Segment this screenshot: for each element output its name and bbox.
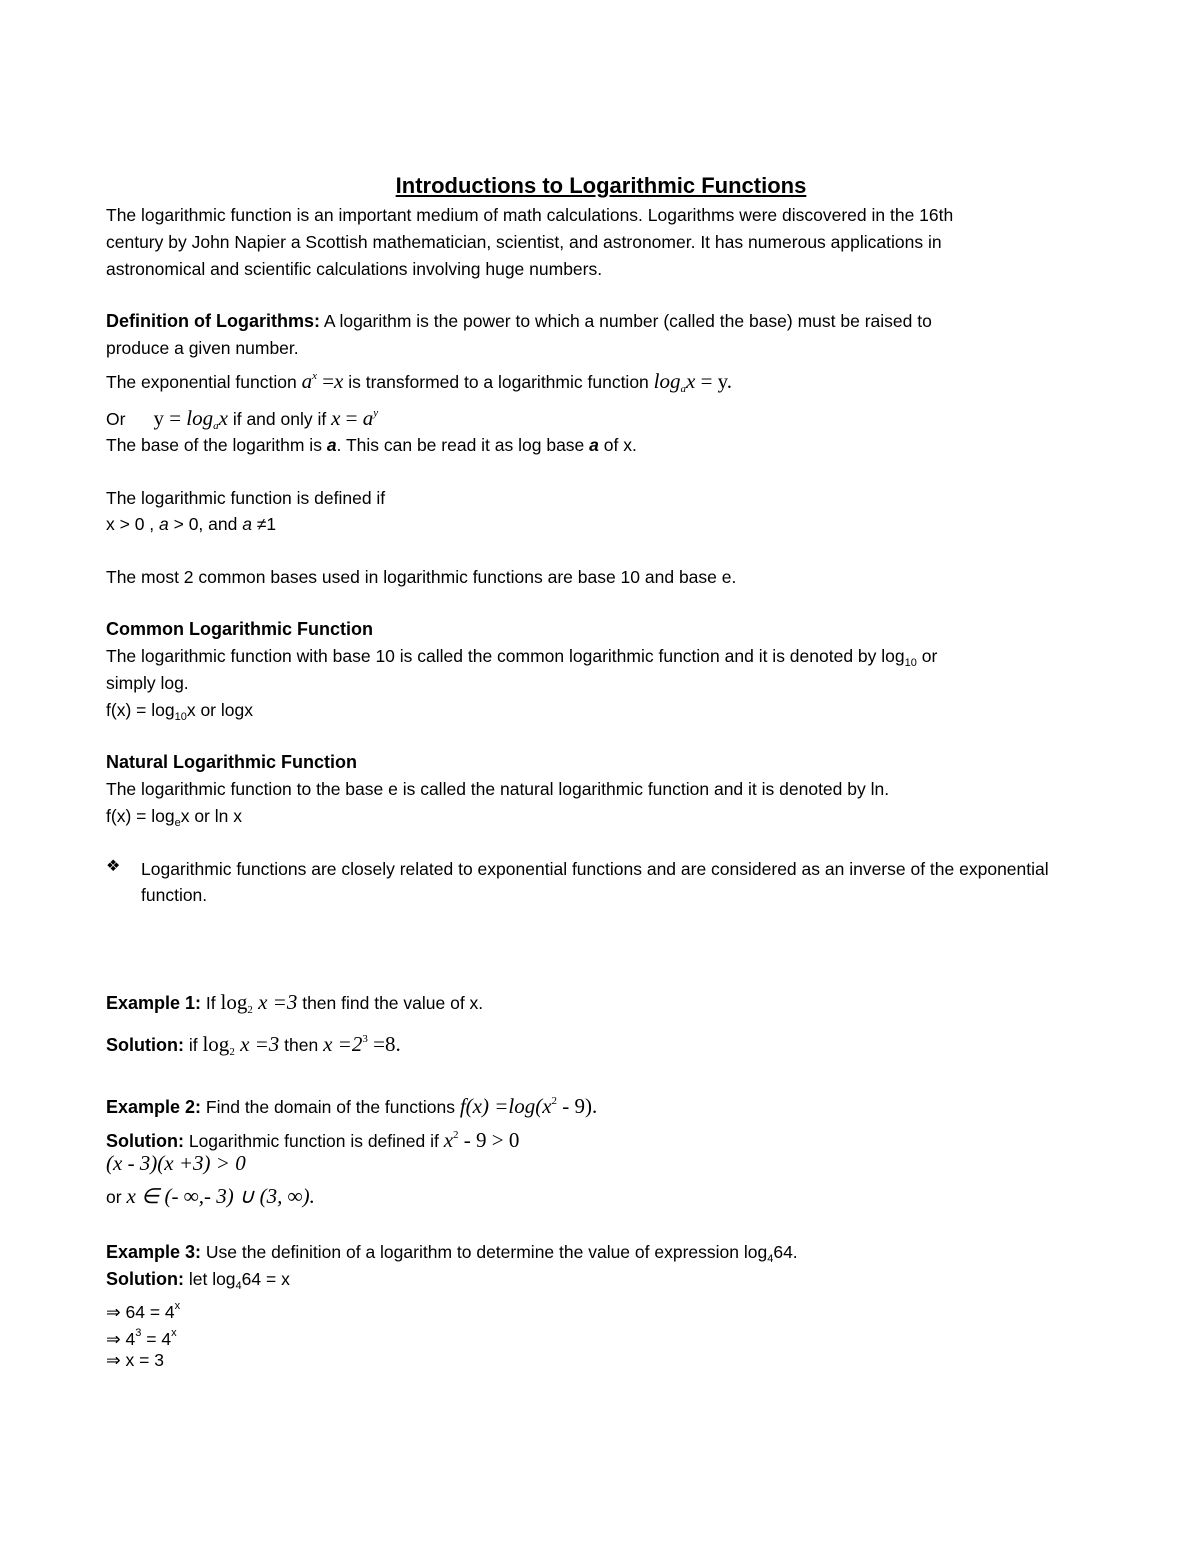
common-line-1	[106, 645, 937, 674]
example-2-power: 2	[551, 1095, 558, 1107]
solution-1-then: then	[279, 1035, 324, 1055]
intro-line-2: century by John Napier a Scottish mathematician, scientist, and astronomer. It has numerous applications in	[106, 232, 942, 252]
example-1-text-2: then find the value of x.	[297, 993, 484, 1013]
or-mid: if and only if	[227, 409, 332, 429]
natural-log-heading: Natural Logarithmic Function	[106, 752, 358, 772]
common-text: The logarithmic function with base 10 is called the common logarithmic function and it is denoted by log	[106, 646, 905, 666]
exp-power: x	[312, 370, 317, 382]
solution-1-log: log	[202, 1032, 230, 1056]
natural-line-1: The logarithmic function to the base e is called the natural logarithmic function and it is denoted by ln.	[106, 779, 890, 799]
example-3-sub: 4	[767, 1253, 774, 1265]
page-title: Introductions to Logarithmic Functions	[395, 173, 807, 198]
domain-line-1: The logarithmic function is defined if	[106, 488, 386, 508]
or-label: Or	[106, 409, 126, 429]
solution-3-end: 64 = x	[241, 1269, 290, 1289]
definition-text: A logarithm is the power to which a number (called the base) must be raised to	[319, 311, 932, 331]
base-a-2: a	[589, 435, 599, 455]
common-formula-1: f(x) = log	[106, 700, 175, 720]
solution-1-log-base: 2	[229, 1046, 235, 1058]
step-1-text: ⇒ 64 = 4	[106, 1302, 175, 1322]
example-1-line	[106, 991, 483, 1021]
definition-line-1	[106, 310, 932, 332]
example-3-line	[106, 1241, 798, 1270]
or-x2: x	[331, 406, 341, 430]
cond-a-1: a	[159, 514, 169, 534]
exp-equals: =	[316, 369, 335, 393]
exp-prefix: The exponential function	[106, 372, 302, 392]
solution-1-label: Solution:	[106, 1035, 184, 1055]
common-or: or	[916, 646, 938, 666]
solution-1-line	[106, 1028, 401, 1063]
domain-conditions	[106, 513, 276, 535]
step-2-mid: = 4	[141, 1329, 172, 1349]
example-3-label: Example 3:	[106, 1242, 202, 1262]
example-1-label: Example 1:	[106, 993, 202, 1013]
solution-3-sub: 4	[235, 1280, 242, 1292]
example-2-function: f(x) =log(x	[459, 1094, 552, 1118]
or-line	[106, 402, 378, 437]
log-word: log	[653, 369, 681, 393]
intro-line-1: The logarithmic function is an important medium of math calculations. Logarithms were discovered in the 16th	[106, 205, 954, 225]
cond-2: > 0, and	[168, 514, 243, 534]
exp-base: a	[301, 369, 313, 393]
step-2-power-2: x	[171, 1327, 177, 1339]
solution-2-interval-line	[106, 1185, 315, 1208]
step-2-text: ⇒ 4	[106, 1329, 136, 1349]
common-formula-sub: 10	[174, 711, 187, 723]
natural-formula-sub: e	[174, 817, 181, 829]
log-base: a	[680, 383, 686, 395]
common-bases-line: The most 2 common bases used in logarithmic functions are base 10 and base e.	[106, 567, 737, 587]
common-formula	[106, 699, 253, 728]
example-3-end: 64.	[773, 1242, 798, 1262]
base-text-2: . This can be read it as log base	[336, 435, 590, 455]
example-1-eq: x =3	[252, 990, 298, 1014]
solution-3-label: Solution:	[106, 1269, 184, 1289]
solution-2-x: x	[443, 1128, 454, 1152]
cond-1: x > 0 ,	[106, 514, 160, 534]
solution-1-power: 3	[362, 1033, 368, 1045]
solution-3-line	[106, 1268, 290, 1297]
cond-3: ≠1	[251, 514, 277, 534]
natural-formula-1: f(x) = log	[106, 806, 175, 826]
or-x: x	[218, 406, 228, 430]
solution-2-interval: x ∈ (- ∞,- 3) ∪ (3, ∞).	[126, 1184, 315, 1208]
solution-1-result: x =2	[323, 1032, 363, 1056]
exp-x: x	[334, 369, 344, 393]
log-equals: =	[695, 369, 718, 393]
solution-1-value: =8.	[367, 1032, 401, 1056]
log-x: x	[686, 369, 696, 393]
solution-2-text: Logarithmic function is defined if	[183, 1131, 444, 1151]
bullet-text: Logarithmic functions are closely related to exponential functions and are considered as an inverse of the exponential function.	[141, 859, 1049, 905]
exp-mid: is transformed to a logarithmic function	[343, 372, 654, 392]
exponential-line	[106, 365, 732, 400]
solution-2-power: 2	[453, 1129, 459, 1141]
or-a: a	[362, 406, 374, 430]
solution-2-inequality: - 9 > 0	[458, 1128, 520, 1152]
or-y: y	[153, 406, 164, 430]
base-a: a	[326, 435, 337, 455]
diamond-bullet-icon: ❖	[106, 858, 121, 875]
example-2-text: Find the domain of the functions	[201, 1097, 460, 1117]
definition-heading: Definition of Logarithms:	[106, 311, 320, 331]
example-2-function-end: - 9).	[557, 1094, 598, 1118]
step-2	[106, 1322, 177, 1350]
step-2-power-1: 3	[135, 1327, 142, 1339]
step-3: ⇒ x = 3	[106, 1350, 164, 1370]
cond-a-2: a	[242, 514, 252, 534]
definition-line-2: produce a given number.	[106, 338, 299, 358]
or-equals-1: =	[163, 406, 187, 430]
solution-2-factored: (x - 3)(x +3) > 0	[106, 1151, 246, 1175]
example-2-line	[106, 1090, 597, 1118]
solution-2-line	[106, 1124, 519, 1152]
solution-2-or: or	[106, 1187, 127, 1207]
example-1-text-1: If	[201, 993, 221, 1013]
example-1-log-base: 2	[247, 1004, 253, 1016]
example-2-label: Example 2:	[106, 1097, 202, 1117]
base-line	[106, 434, 637, 456]
solution-2-label: Solution:	[106, 1131, 184, 1151]
natural-formula-2: x or ln x	[180, 806, 242, 826]
bullet-item	[106, 856, 1096, 916]
or-log: log	[186, 406, 214, 430]
natural-formula	[106, 805, 242, 834]
or-log-base: a	[213, 420, 219, 432]
base-text-1: The base of the logarithm is	[106, 435, 327, 455]
solution-1-eq: x =3	[234, 1032, 280, 1056]
or-equals-2: =	[340, 406, 363, 430]
common-log-heading: Common Logarithmic Function	[106, 619, 373, 639]
common-sub: 10	[904, 657, 917, 669]
or-power: y	[373, 407, 379, 419]
common-line-2: simply log.	[106, 673, 189, 693]
example-1-log: log	[220, 990, 248, 1014]
solution-3-text: let log	[183, 1269, 236, 1289]
intro-line-3: astronomical and scientific calculations involving huge numbers.	[106, 259, 603, 279]
solution-1-text-1: if	[183, 1035, 203, 1055]
example-3-text: Use the definition of a logarithm to determine the value of expression log	[201, 1242, 768, 1262]
common-formula-2: x or logx	[186, 700, 253, 720]
step-1	[106, 1295, 180, 1323]
base-text-3: of x.	[598, 435, 637, 455]
step-1-power: x	[174, 1300, 181, 1312]
log-y: y.	[717, 369, 733, 393]
